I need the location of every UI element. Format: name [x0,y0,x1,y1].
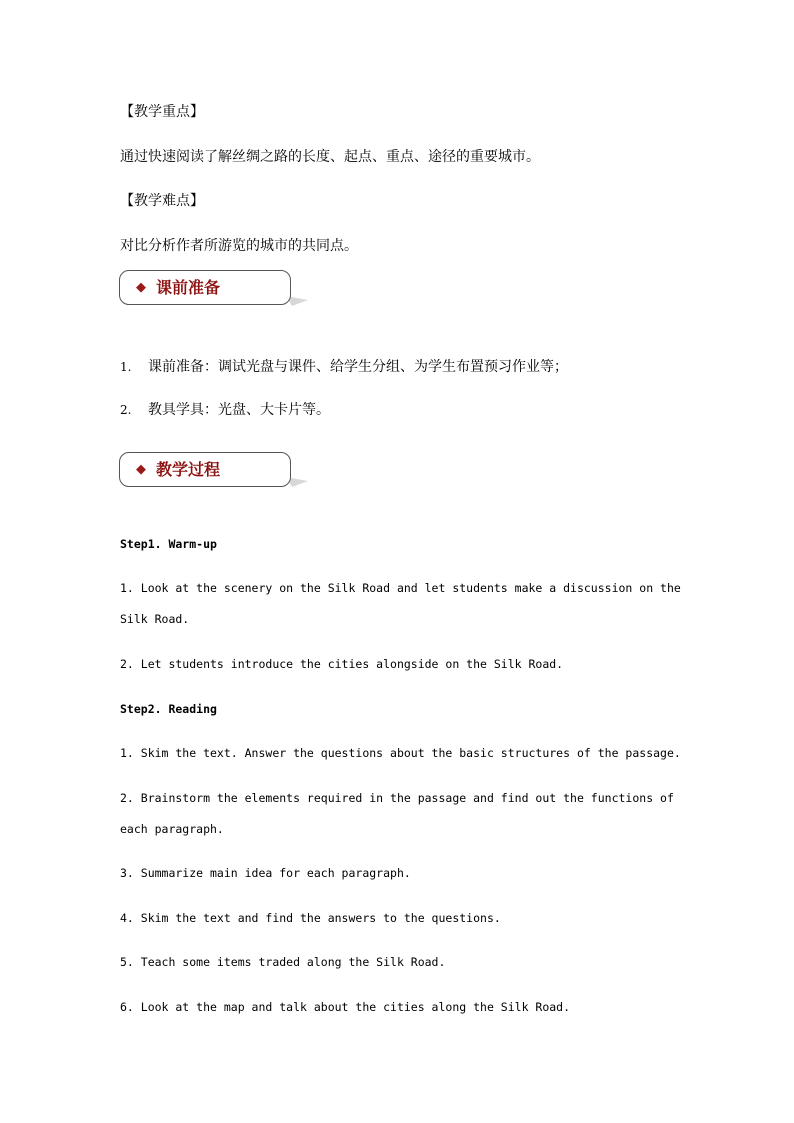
step1-item-2: 2. Let students introduce the cities alongside on the Silk Road. [120,657,564,671]
step1-item-1-line2: Silk Road. [120,612,190,626]
prep-item-1 [120,357,568,377]
prep-item-text: 教具学具：光盘、大卡片等。 [148,402,330,418]
prep-item-2 [120,400,330,420]
section-box-process [119,452,291,487]
prep-item-number: 1. [120,360,132,374]
prep-item-text: 课前准备：调试光盘与课件、给学生分组、为学生布置预习作业等； [148,359,568,375]
focus-text: 通过快速阅读了解丝绸之路的长度、起点、重点、途径的重要城市。 [120,149,540,165]
prep-item-number: 2. [120,403,132,417]
step2-item-4: 4. Skim the text and find the answers to the questions. [120,911,501,925]
difficulty-heading: 【教学难点】 [120,193,204,209]
step2-item-6: 6. Look at the map and talk about the cities along the Silk Road. [120,1000,571,1014]
focus-heading: 【教学重点】 [120,104,204,120]
step2-item-1: 1. Skim the text. Answer the questions about the basic structures of the passage. [120,746,681,760]
step2-item-2-line1: 2. Brainstorm the elements required in the passage and find out the functions of [120,791,674,805]
step2-item-3: 3. Summarize main idea for each paragraph. [120,866,411,880]
diamond-icon: ◆ [136,280,146,295]
step1-item-1-line1: 1. Look at the scenery on the Silk Road and let students make a discussion on the [120,581,681,595]
section-title-process: 教学过程 [156,460,221,479]
step1-heading: Step1. Warm-up [120,537,217,551]
step2-item-5: 5. Teach some items traded along the Silk Road. [120,955,446,969]
section-box-prep [119,270,291,305]
section-title-prep: 课前准备 [156,278,221,297]
diamond-icon: ◆ [136,462,146,477]
difficulty-text: 对比分析作者所游览的城市的共同点。 [120,238,358,254]
step2-heading: Step2. Reading [120,702,217,716]
step2-item-2-line2: each paragraph. [120,822,224,836]
